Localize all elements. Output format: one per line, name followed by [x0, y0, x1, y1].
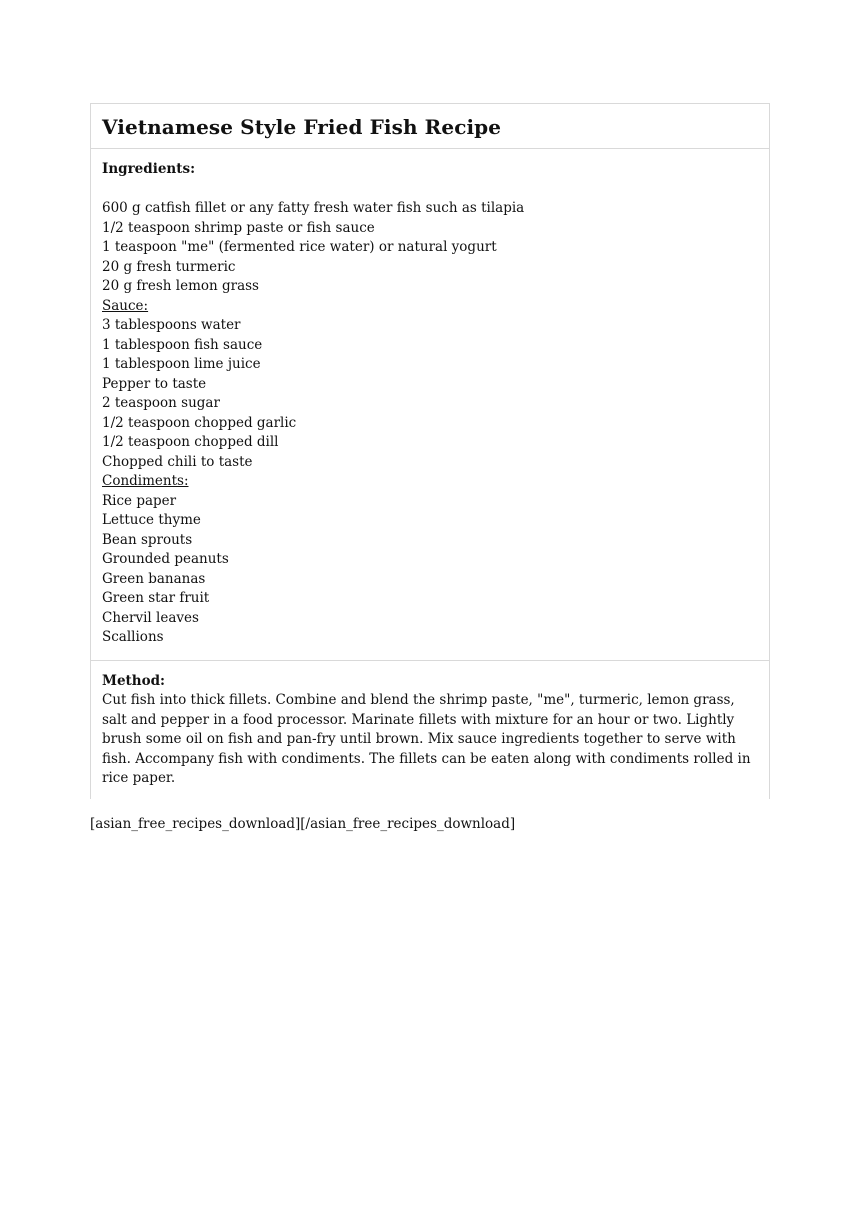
- ingredient-item: 20 g fresh turmeric: [102, 258, 236, 275]
- ingredient-item: 1/2 teaspoon shrimp paste or fish sauce: [102, 219, 375, 236]
- ingredients-heading: Ingredients:: [102, 161, 196, 177]
- ingredient-item: 1 teaspoon "me" (fermented rice water) or natural yogurt: [102, 239, 497, 255]
- condiment-item: Lettuce thyme: [102, 512, 201, 528]
- ingredient-item: 600 g catfish fillet or any fatty fresh water fish such as tilapia: [102, 200, 525, 216]
- sauce-item: 1/2 teaspoon chopped garlic: [102, 414, 297, 431]
- sauce-item: 1 tablespoon lime juice: [102, 356, 261, 372]
- condiment-item: Green star fruit: [102, 590, 210, 606]
- condiment-item: Rice paper: [102, 492, 177, 509]
- condiment-item: Green bananas: [102, 570, 206, 587]
- recipe-title: Vietnamese Style Fried Fish Recipe: [102, 115, 502, 139]
- method-section: [91, 661, 769, 799]
- method-text: Cut fish into thick fillets. Combine and blend the shrimp paste, "me", turmeric, lemon grass, salt and pepper in a food processor. Marinate fillets with mixture for an hour or two. Lightly brush some oil on fish and pan-fry until brown. Mix sauce ingredients together to serve with fish. Accompany fish with condiments. The fillets can be eaten along with condiments rolled in rice paper.: [102, 692, 751, 786]
- condiment-item: Grounded peanuts: [102, 551, 229, 567]
- method-heading: Method:: [102, 672, 166, 689]
- ingredients-section: [91, 149, 769, 661]
- sauce-item: Chopped chili to taste: [102, 453, 253, 470]
- condiments-heading: Condiments:: [102, 473, 189, 489]
- condiment-item: Bean sprouts: [102, 531, 193, 548]
- condiment-item: Chervil leaves: [102, 609, 199, 626]
- title-section: [91, 104, 769, 149]
- ingredient-item: 20 g fresh lemon grass: [102, 278, 259, 294]
- sauce-item: 1/2 teaspoon chopped dill: [102, 434, 279, 450]
- sauce-item: 3 tablespoons water: [102, 317, 241, 333]
- sauce-item: 2 teaspoon sugar: [102, 395, 220, 411]
- sauce-item: 1 tablespoon fish sauce: [102, 336, 263, 353]
- recipe-card: [90, 103, 770, 799]
- sauce-item: Pepper to taste: [102, 375, 207, 392]
- spacer: [102, 180, 758, 200]
- condiment-item: Scallions: [102, 629, 164, 645]
- download-shortcode: [asian_free_recipes_download][/asian_free_recipes_download]: [90, 816, 516, 832]
- sauce-heading: Sauce:: [102, 297, 149, 314]
